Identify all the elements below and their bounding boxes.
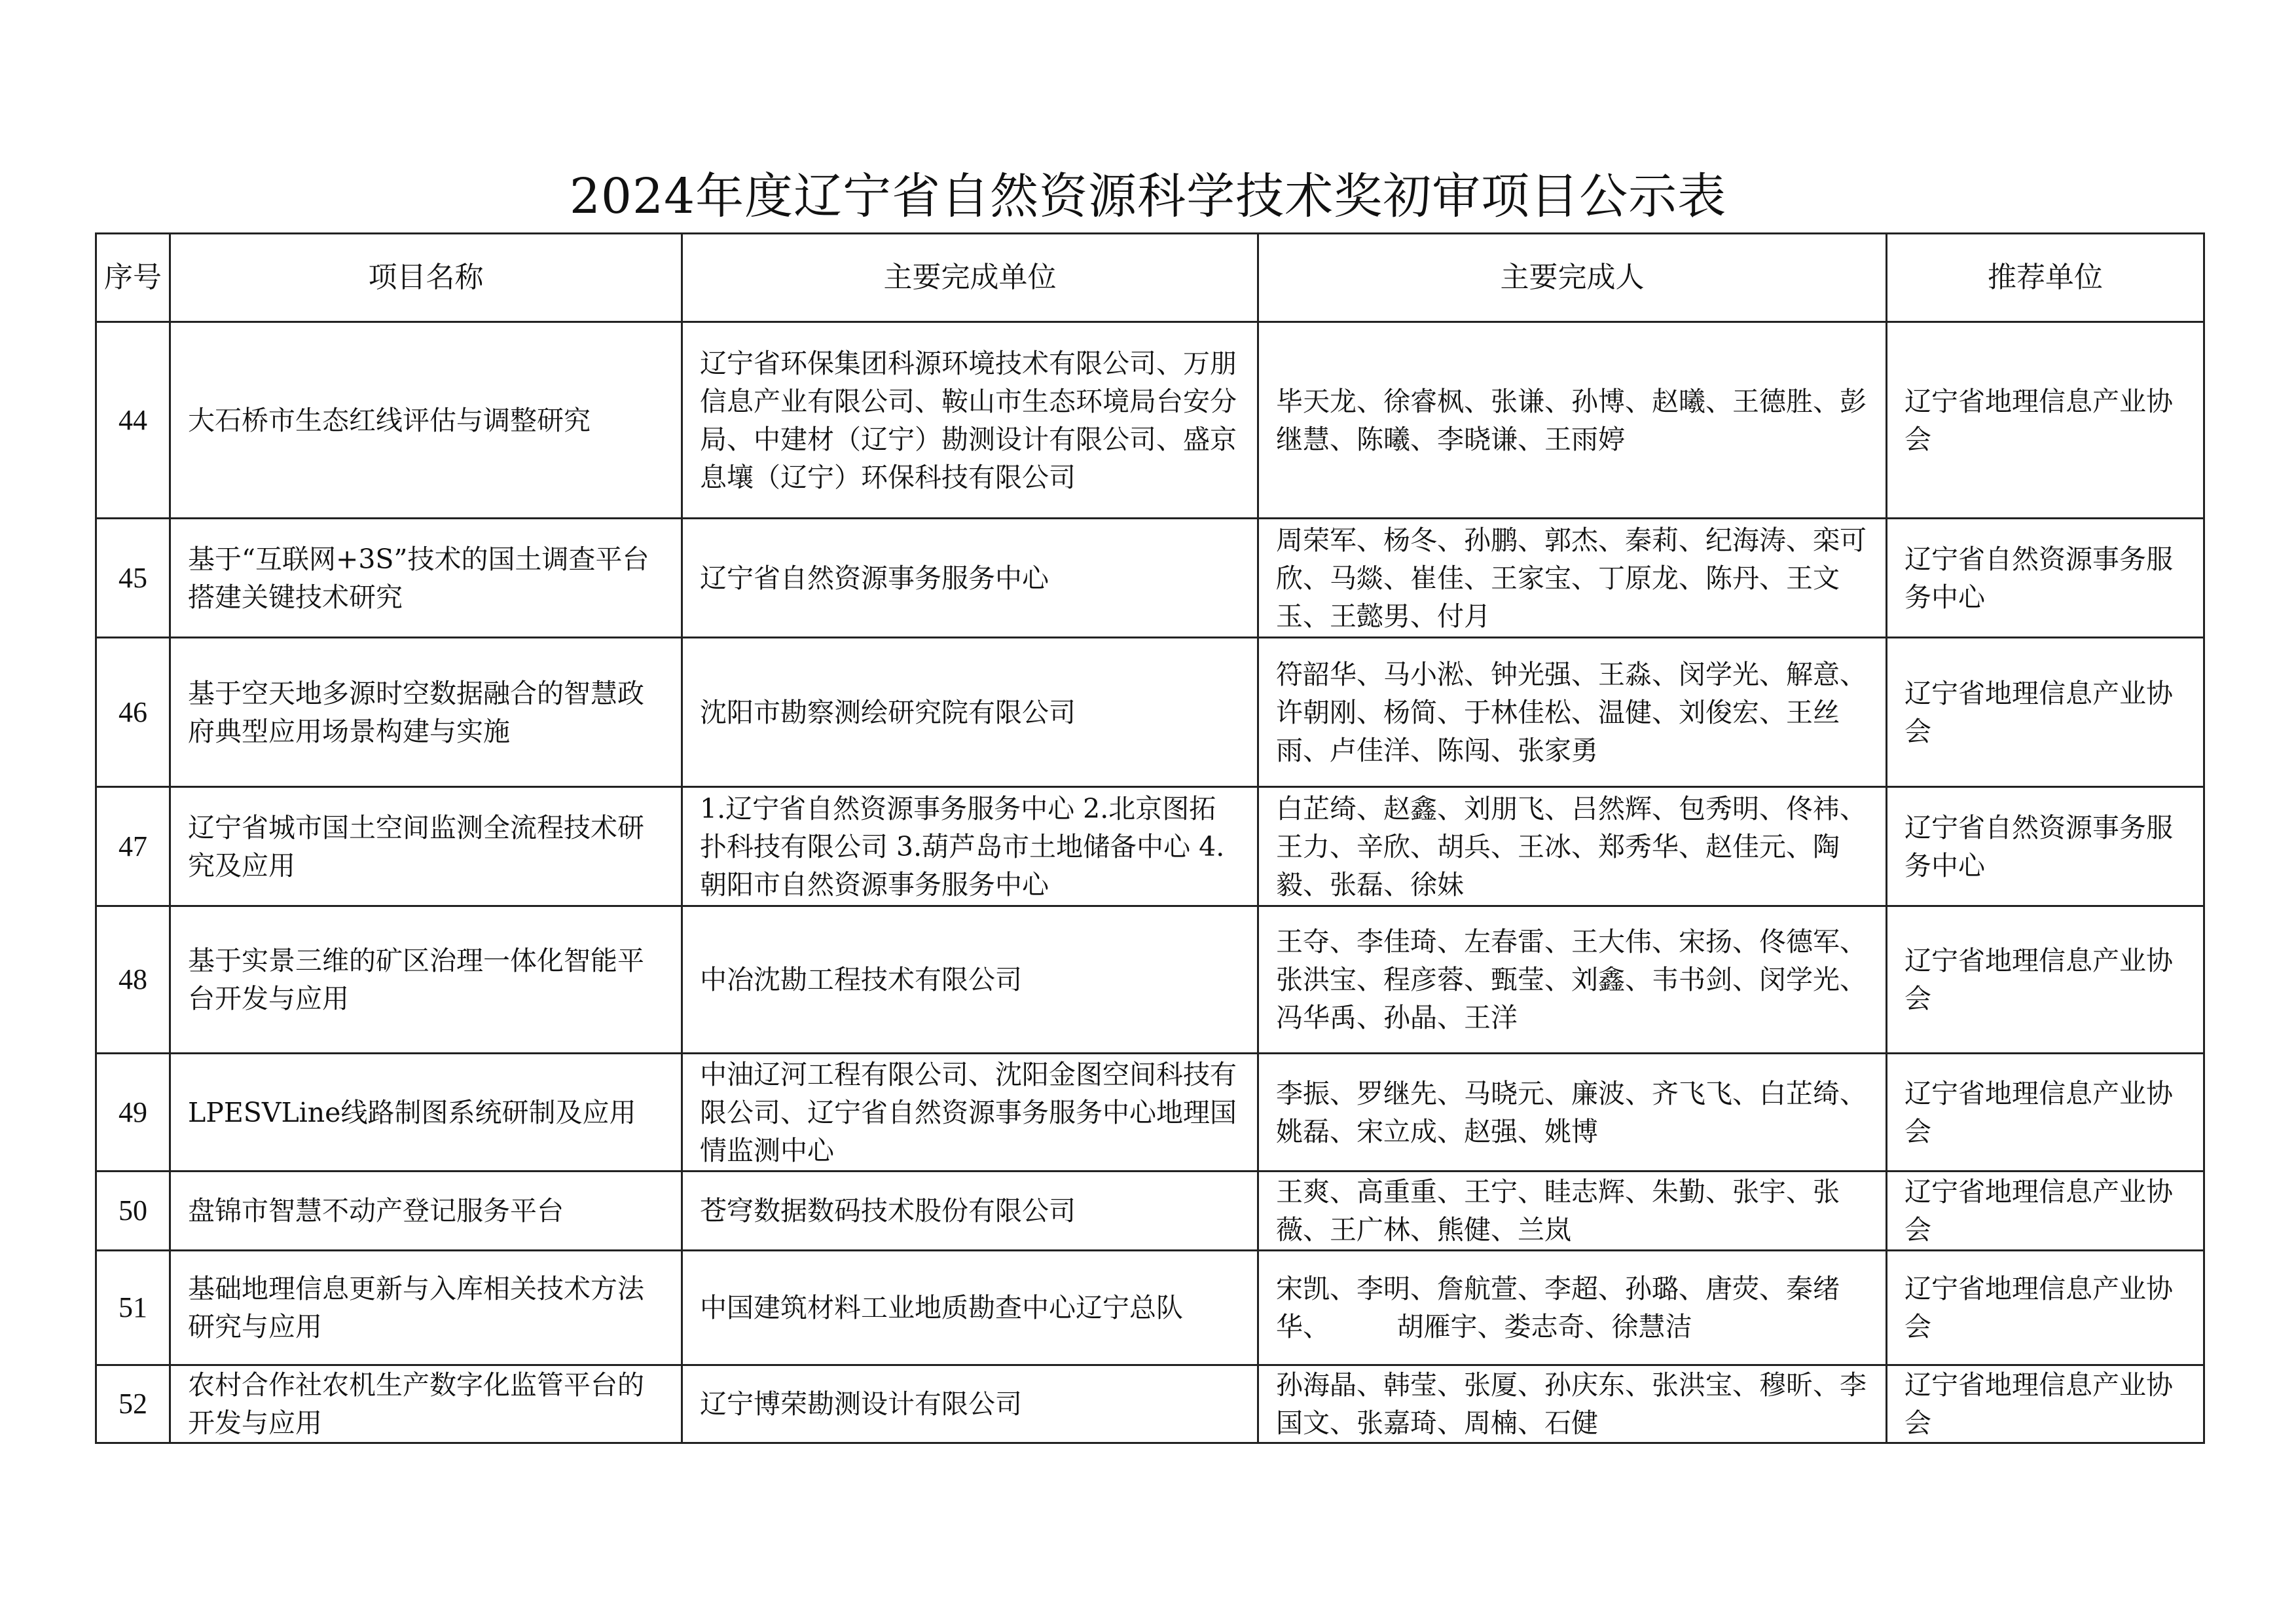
cell-seq: 48 (96, 906, 170, 1054)
cell-main-units: 辽宁省自然资源事务服务中心 (682, 519, 1258, 638)
header-seq: 序号 (96, 234, 170, 322)
cell-project-name: 基于实景三维的矿区治理一体化智能平台开发与应用 (170, 906, 682, 1054)
cell-main-units: 中国建筑材料工业地质勘查中心辽宁总队 (682, 1251, 1258, 1365)
cell-recommender: 辽宁省地理信息产业协会 (1887, 638, 2204, 787)
cell-seq: 50 (96, 1172, 170, 1251)
cell-seq: 46 (96, 638, 170, 787)
table-row (96, 519, 2204, 638)
cell-project-name: 基于“互联网+3S”技术的国土调查平台搭建关键技术研究 (170, 519, 682, 638)
header-main-units: 主要完成单位 (682, 234, 1258, 322)
cell-main-units: 辽宁博荣勘测设计有限公司 (682, 1365, 1258, 1443)
page-title: 2024年度辽宁省自然资源科学技术奖初审项目公示表 (569, 168, 1727, 225)
cell-main-units: 辽宁省环保集团科源环境技术有限公司、万朋信息产业有限公司、鞍山市生态环境局台安分局、中建材（辽宁）勘测设计有限公司、盛京息壤（辽宁）环保科技有限公司 (682, 322, 1258, 519)
cell-main-persons: 符韶华、马小淞、钟光强、王淼、闵学光、解意、许朝刚、杨简、于林佳松、温健、刘俊宏、王丝雨、卢佳洋、陈闯、张家勇 (1258, 638, 1887, 787)
cell-main-persons: 孙海晶、韩莹、张厦、孙庆东、张洪宝、穆昕、李国文、张嘉琦、周楠、石健 (1258, 1365, 1887, 1443)
cell-project-name: 基于空天地多源时空数据融合的智慧政府典型应用场景构建与实施 (170, 638, 682, 787)
cell-main-persons: 王爽、高重重、王宁、眭志辉、朱勤、张宇、张薇、王广林、熊健、兰岚 (1258, 1172, 1887, 1251)
header-recommender: 推荐单位 (1887, 234, 2204, 322)
table-row (96, 1365, 2204, 1443)
cell-project-name: 基础地理信息更新与入库相关技术方法研究与应用 (170, 1251, 682, 1365)
cell-recommender: 辽宁省地理信息产业协会 (1887, 1365, 2204, 1443)
cell-seq: 52 (96, 1365, 170, 1443)
header-main-persons: 主要完成人 (1258, 234, 1887, 322)
table-row (96, 906, 2204, 1054)
table-header-row (96, 234, 2204, 322)
cell-main-units: 沈阳市勘察测绘研究院有限公司 (682, 638, 1258, 787)
cell-project-name: 大石桥市生态红线评估与调整研究 (170, 322, 682, 519)
cell-main-units: 中油辽河工程有限公司、沈阳金图空间科技有限公司、辽宁省自然资源事务服务中心地理国情监测中心 (682, 1054, 1258, 1172)
cell-project-name: 盘锦市智慧不动产登记服务平台 (170, 1172, 682, 1251)
cell-project-name: 农村合作社农机生产数字化监管平台的开发与应用 (170, 1365, 682, 1443)
table-row (96, 322, 2204, 519)
cell-main-units: 1.辽宁省自然资源事务服务中心 2.北京图拓扑科技有限公司 3.葫芦岛市土地储备中心 4.朝阳市自然资源事务服务中心 (682, 787, 1258, 906)
header-project-name: 项目名称 (170, 234, 682, 322)
cell-project-name: LPESVLine线路制图系统研制及应用 (170, 1054, 682, 1172)
cell-recommender: 辽宁省地理信息产业协会 (1887, 1054, 2204, 1172)
table-row (96, 1172, 2204, 1251)
cell-seq: 45 (96, 519, 170, 638)
cell-recommender: 辽宁省自然资源事务服务中心 (1887, 787, 2204, 906)
projects-table (95, 232, 2205, 1444)
cell-recommender: 辽宁省自然资源事务服务中心 (1887, 519, 2204, 638)
cell-main-units: 苍穹数据数码技术股份有限公司 (682, 1172, 1258, 1251)
cell-main-persons: 李振、罗继先、马晓元、廉波、齐飞飞、白芷绮、姚磊、宋立成、赵强、姚博 (1258, 1054, 1887, 1172)
cell-recommender: 辽宁省地理信息产业协会 (1887, 1172, 2204, 1251)
cell-recommender: 辽宁省地理信息产业协会 (1887, 1251, 2204, 1365)
cell-project-name: 辽宁省城市国土空间监测全流程技术研究及应用 (170, 787, 682, 906)
cell-recommender: 辽宁省地理信息产业协会 (1887, 906, 2204, 1054)
table-row (96, 638, 2204, 787)
cell-seq: 51 (96, 1251, 170, 1365)
table-row (96, 1054, 2204, 1172)
table-row (96, 1251, 2204, 1365)
cell-main-persons: 周荣军、杨冬、孙鹏、郭杰、秦莉、纪海涛、栾可欣、马燚、崔佳、王家宝、丁原龙、陈丹、王文玉、王懿男、付月 (1258, 519, 1887, 638)
cell-main-persons: 宋凯、李明、詹航萱、李超、孙璐、唐荧、秦绪华、 胡雁宇、娄志奇、徐慧洁 (1258, 1251, 1887, 1365)
cell-seq: 49 (96, 1054, 170, 1172)
cell-main-persons: 毕天龙、徐睿枫、张谦、孙博、赵曦、王德胜、彭继慧、陈曦、李晓谦、王雨婷 (1258, 322, 1887, 519)
cell-main-persons: 王夺、李佳琦、左春雷、王大伟、宋扬、佟德军、张洪宝、程彦蓉、甄莹、刘鑫、韦书剑、闵学光、冯华禹、孙晶、王洋 (1258, 906, 1887, 1054)
cell-seq: 47 (96, 787, 170, 906)
cell-seq: 44 (96, 322, 170, 519)
cell-recommender: 辽宁省地理信息产业协会 (1887, 322, 2204, 519)
cell-main-persons: 白芷绮、赵鑫、刘朋飞、吕然辉、包秀明、佟祎、王力、辛欣、胡兵、王冰、郑秀华、赵佳元、陶毅、张磊、徐妹 (1258, 787, 1887, 906)
table-row (96, 787, 2204, 906)
cell-main-units: 中冶沈勘工程技术有限公司 (682, 906, 1258, 1054)
